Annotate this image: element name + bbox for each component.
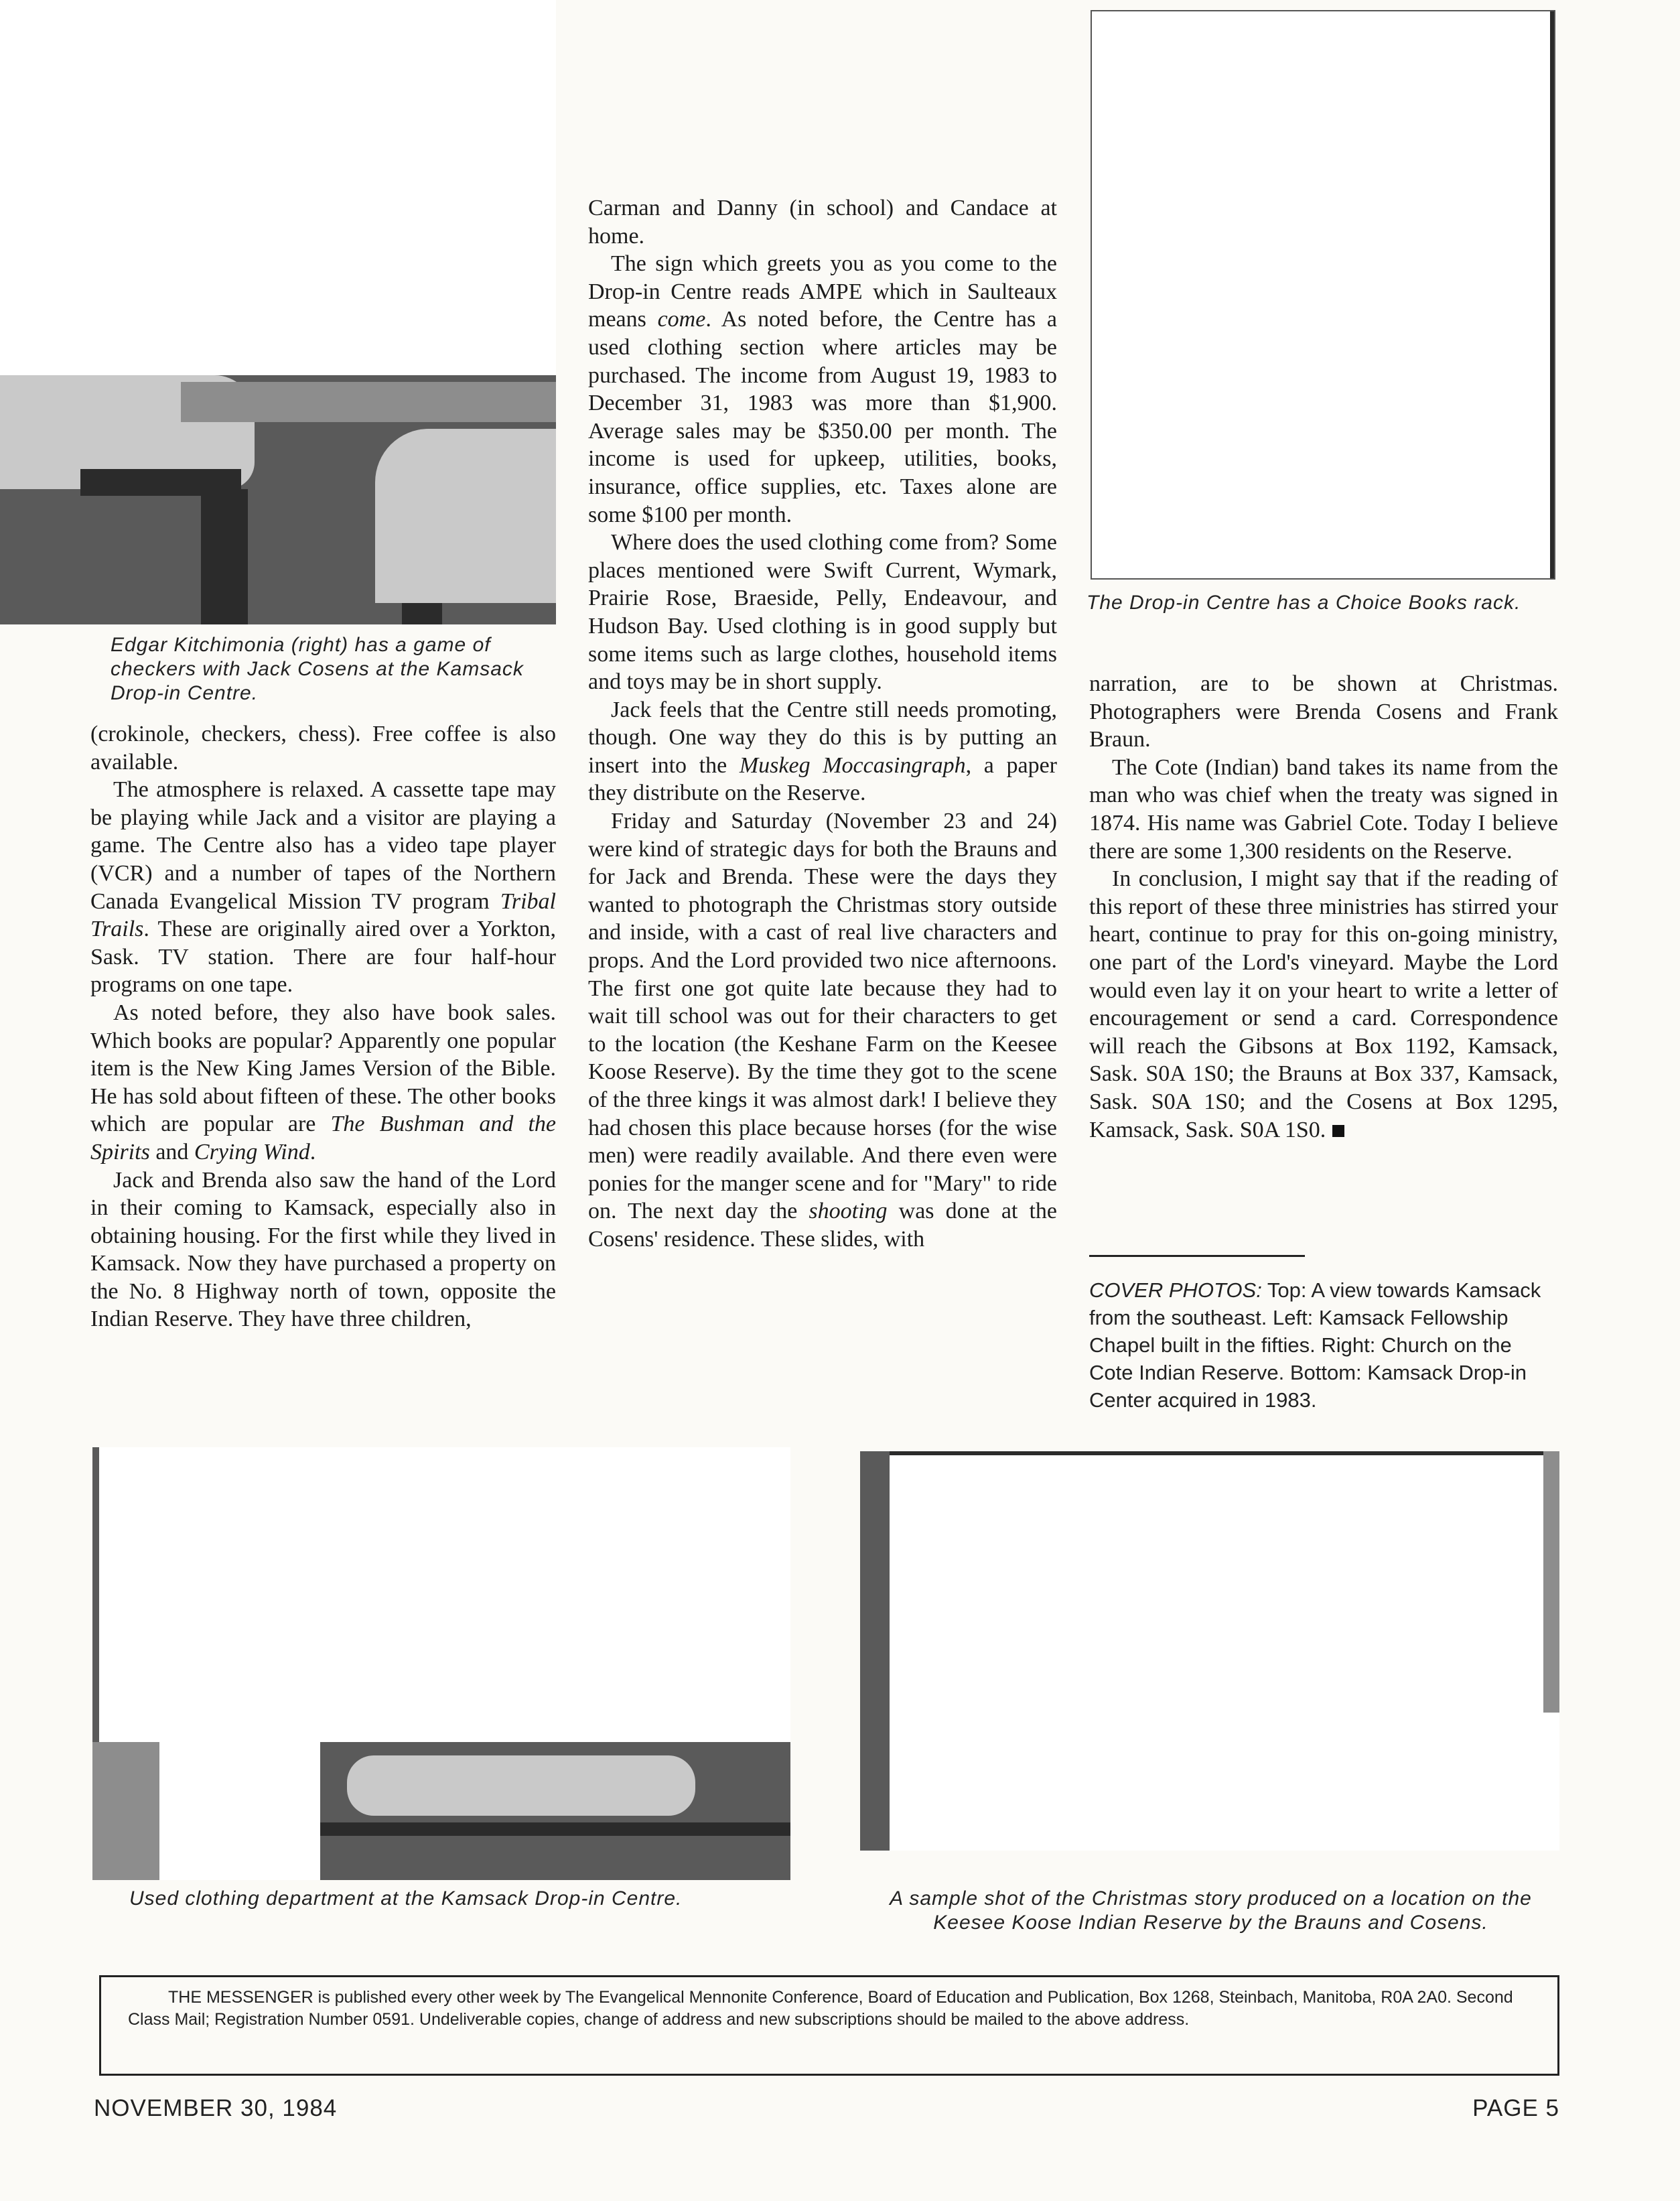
clothing-photo bbox=[92, 1447, 790, 1880]
paragraph: (crokinole, checkers, chess). Free coffee is also available. bbox=[90, 722, 556, 775]
caption-christmas-scene: A sample shot of the Christmas story produced on a location on the Keesee Koose Indian Reserve by the Brauns and Cosens. bbox=[890, 1887, 1532, 1934]
books-rack-photo bbox=[1091, 10, 1555, 580]
books-rack-photo-icon bbox=[1550, 11, 1554, 580]
paragraph: Friday and Saturday (November 23 and 24) were kind of strategic days for both the Brauns and for Jack and Brenda. These were the days they wanted to photograph the Christmas story outside and inside, with a cast of real live characters and props. And the Lord provided two nice afternoons. The first one got quite late because they had to wait till school was out for their characters to get to the location (the Keshane Farm on the Keesee Koose Reserve). By the time they got to the scene of the three kings it was almost dark! I believe they had chosen this place because horses (for the wise men) were readily available. And there even were ponies for the manger scene and for "Mary" to ride on. The next day the shooting was done at the Cosens' residence. These slides, with bbox=[588, 809, 1057, 1252]
paragraph: Jack and Brenda also saw the hand of the Lord in their coming to Kamsack, especially also in obtaining housing. For the first while they lived in Kamsack. Now they have purchased a property on the No. 8 Highway north of town, opposite the Indian Reserve. They have three children, bbox=[90, 1167, 556, 1332]
publication-notice bbox=[99, 1975, 1559, 2076]
paragraph: In conclusion, I might say that if the reading of this report of these three ministries has stirred your heart, continue to pray for this on-going ministry, one part of the Lord's vineyard. Maybe the Lord would even lay it on your heart to write a letter of encouragement or send a card. Correspondence will reach the Gibsons at Box 1192, Kamsack, Sask. S0A 1S0; the Brauns at Box 337, Kamsack, Sask. S0A 1S0; and the Cosens at Box 1295, Kamsack, Sask. S0A 1S0. bbox=[1089, 866, 1558, 1142]
caption-clothing: Used clothing department at the Kamsack Drop-in Centre. bbox=[129, 1887, 683, 1910]
christmas-scene-photo bbox=[860, 1451, 1559, 1851]
caption-books-rack: The Drop-in Centre has a Choice Books rack. bbox=[1087, 592, 1521, 614]
paragraph: Jack feels that the Centre still needs promoting, though. One way they do this is by putting an insert into the Muskeg Moccasingraph, a paper they distribute on the Reserve. bbox=[588, 697, 1057, 806]
end-mark-icon bbox=[1332, 1125, 1344, 1137]
checkers-photo bbox=[0, 0, 556, 624]
publication-notice-text: THE MESSENGER is published every other week by The Evangelical Mennonite Conference, Board of Education and Publication, Box 1268, Steinbach, Manitoba, R0A 2A0. Second Class Mail; Registration Number 0591. Undeliverable copies, change of address and new subscriptions should be mailed to the above address. bbox=[128, 1988, 1513, 2029]
paragraph: The Cote (Indian) band takes its name from the man who was chief when the treaty was signed in 1874. His name was Gabriel Cote. Today I believe there are some 1,300 residents on the Reserve. bbox=[1089, 754, 1558, 864]
paragraph: The atmosphere is relaxed. A cassette tape may be playing while Jack and a visitor are playing a game. The Centre also has a video tape player (VCR) and a number of tapes of the Northern Canada Evangelical Mission TV program Tribal Trails. These are originally aired over a Yorkton, Sask. TV station. There are four half-hour programs on one tape. bbox=[90, 777, 556, 998]
paragraph: Carman and Danny (in school) and Candace at home. bbox=[588, 196, 1057, 249]
issue-date: NOVEMBER 30, 1984 bbox=[94, 2095, 338, 2121]
cover-photos-note bbox=[1089, 1276, 1558, 1414]
paragraph: Where does the used clothing come from? Some places mentioned were Swift Current, Wymark, Prairie Rose, Braeside, Pelly, Endeavour, and Hudson Bay. Used clothing is in good supply but some items such as large clothes, household items and toys may be in short supply. bbox=[588, 530, 1057, 695]
article-column-2 bbox=[588, 194, 1057, 1254]
page-number: PAGE 5 bbox=[1472, 2095, 1559, 2121]
paragraph: narration, are to be shown at Christmas. Photographers were Brenda Cosens and Frank Braun. bbox=[1089, 671, 1558, 752]
caption-checkers: Edgar Kitchimonia (right) has a game of checkers with Jack Cosens at the Kamsack Drop-in Centre. bbox=[111, 634, 524, 704]
paragraph: The sign which greets you as you come to the Drop-in Centre reads AMPE which in Saulteaux means come. As noted before, the Centre has a used clothing section where articles may be purchased. The income from August 19, 1983 to December 31, 1983 was more than $1,900. Average sales may be $350.00 per month. The income is used for upkeep, utilities, books, insurance, office supplies, etc. Taxes alone are some $100 per month. bbox=[588, 251, 1058, 527]
divider bbox=[1089, 1255, 1305, 1257]
paragraph: As noted before, they also have book sales. Which books are popular? Apparently one popular item is the New King James Version of the Bible. He has sold about fifteen of these. The other books which are popular are The Bushman and the Spirits and Crying Wind. bbox=[90, 1000, 556, 1164]
article-column-1 bbox=[90, 720, 556, 1333]
cover-photos-label: COVER PHOTOS: bbox=[1089, 1278, 1262, 1302]
article-column-3 bbox=[1089, 670, 1558, 1144]
christmas-scene-photo-icon bbox=[860, 1451, 890, 1851]
cover-photos-text: Top: A view towards Kamsack from the southeast. Left: Kamsack Fellowship Chapel built in the fifties. Right: Church on the Cote Indian Reserve. Bottom: Kamsack Drop-in Center acquired in 1983. bbox=[1089, 1278, 1541, 1412]
